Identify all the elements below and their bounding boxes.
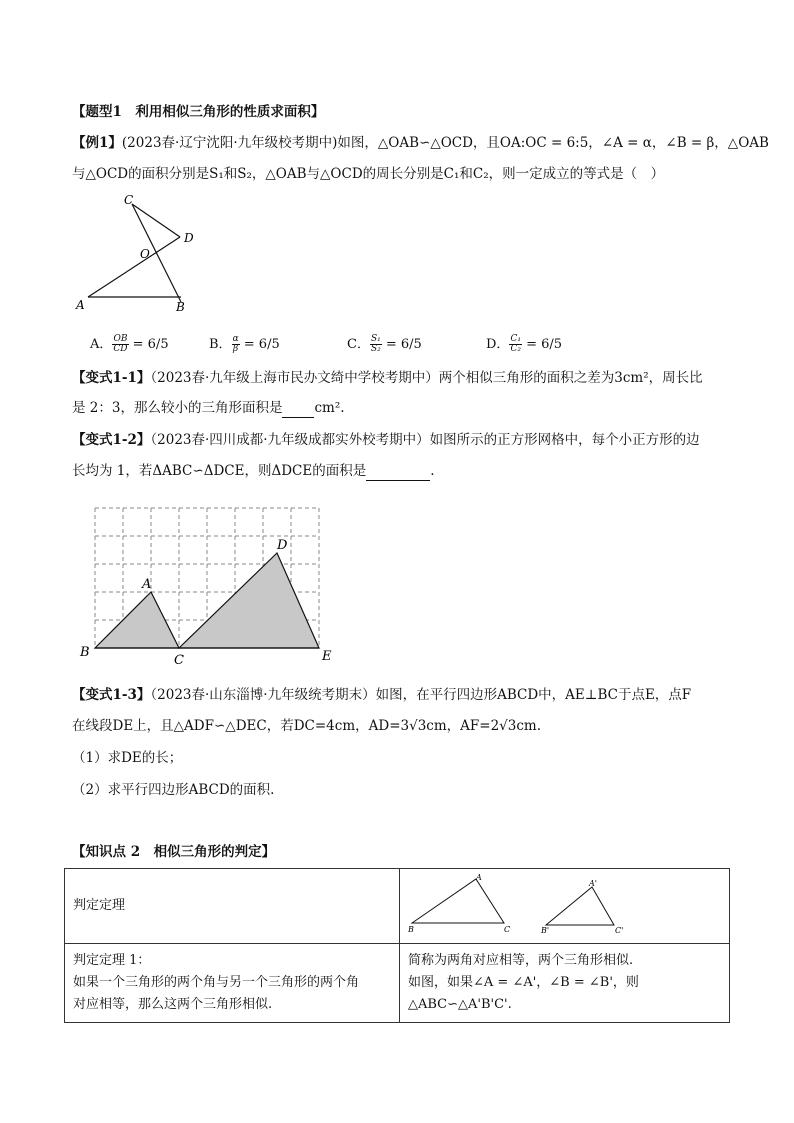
example-1-text-1: 如图，△OAB∽△OCD，且OA:OC = 6:5，∠A = α，∠B = β，△OAB [337, 135, 769, 151]
table-cell-theorem-header: 判定定理 [65, 869, 400, 944]
table-cell-theorem-1-explain: 简称为两角对应相等，两个三角形相似. 如图，如果∠A = ∠A'，∠B = ∠B'，则 △ABC∽△A'B'C'. [400, 944, 730, 1023]
variant-1-3-tag: 【变式1-3】 [72, 687, 151, 703]
svg-text:B': B' [541, 926, 550, 933]
variant-1-1-tag: 【变式1-1】 [72, 370, 151, 386]
example-1-tag: 【例1】 [72, 135, 122, 151]
triangle-dce [179, 553, 319, 648]
variant-1-3-question-1: （1）求DE的长； [72, 750, 183, 766]
option-a[interactable]: A． $\frac{OB}{CD}$ = 6/5 [90, 334, 169, 354]
table-cell-figure [400, 869, 730, 944]
table-row [65, 869, 730, 944]
grid-label-e: E [322, 649, 332, 664]
svg-text:A': A' [589, 879, 597, 888]
fig1-label-a: A [76, 298, 85, 312]
table-cell-theorem-1: 判定定理 1： 如果一个三角形的两个角与另一个三角形的两个角 对应相等，那么这两个三角形相似. [65, 944, 400, 1023]
variant-1-2-line-2: 长均为 1，若ΔABC∽ΔDCE，则ΔDCE的面积是 . [72, 463, 435, 479]
option-d[interactable]: D． $\frac{\text{C₁}}{\text{C₂}}$ = 6/5 [486, 334, 563, 354]
grid-label-b: B [80, 645, 90, 660]
svg-text:A: A [476, 873, 482, 882]
variant-1-1-text-1: （2023春·九年级上海市民办文绮中学校考期中）两个相似三角形的面积之差为3cm²，周长比 [150, 370, 703, 386]
example-1-line-2: 与△OCD的面积分别是S₁和S₂，△OAB与△OCD的周长分别是C₁和C₂，则一定成立的等式是（ ） [72, 166, 665, 182]
fig1-label-b: B [176, 300, 185, 314]
variant-1-3-text-1: （2023春·山东淄博·九年级统考期末）如图，在平行四边形ABCD中，AE⊥BC于点E，点F [150, 687, 692, 703]
fig1-label-c: C [124, 193, 134, 207]
variant-1-3-question-2: （2）求平行四边形ABCD的面积. [72, 782, 275, 798]
fig1-label-d: D [184, 231, 194, 245]
grid-label-d: D [277, 538, 288, 553]
svg-text:C: C [504, 925, 511, 933]
variant-1-1-line-2: 是 2：3，那么较小的三角形面积是 cm². [72, 400, 345, 416]
section-2-title: 【知识点 2 相似三角形的判定】 [72, 844, 276, 860]
answer-blank[interactable] [282, 403, 314, 418]
similar-triangles-figure [406, 871, 716, 933]
knowledge-table [64, 868, 730, 1023]
grid-figure [76, 500, 336, 670]
example-1-line-1 [72, 133, 769, 153]
grid-label-a: A [142, 577, 152, 592]
table-row [65, 944, 730, 1023]
variant-1-2-line-1 [72, 430, 700, 450]
grid-label-c: C [174, 653, 184, 668]
variant-1-3-line-2: 在线段DE上，且△ADF∽△DEC，若DC=4cm，AD=3√3cm，AF=2√3cm. [72, 718, 542, 734]
example-1-source: (2023春·辽宁沈阳·九年级校考期中) [121, 135, 338, 151]
option-c[interactable]: C． $\frac{\text{S₁}}{\text{S₂}}$ = 6/5 [347, 334, 422, 354]
fig1-label-o: O [140, 247, 150, 261]
variant-1-3-line-1 [72, 685, 691, 705]
example-1-figure [70, 190, 220, 315]
variant-1-1-line-1 [72, 368, 703, 388]
section-1-title: 【题型1 利用相似三角形的性质求面积】 [72, 104, 325, 120]
svg-text:B: B [408, 925, 414, 933]
variant-1-2-text-1: （2023春·四川成都·九年级成都实外校考期中）如图所示的正方形网格中，每个小正方形的边 [150, 432, 700, 448]
variant-1-2-tag: 【变式1-2】 [72, 432, 151, 448]
answer-blank[interactable] [366, 466, 430, 481]
svg-text:C': C' [615, 926, 624, 933]
option-b[interactable]: B． $\frac{\alpha}{\beta}$ = 6/5 [209, 334, 280, 354]
